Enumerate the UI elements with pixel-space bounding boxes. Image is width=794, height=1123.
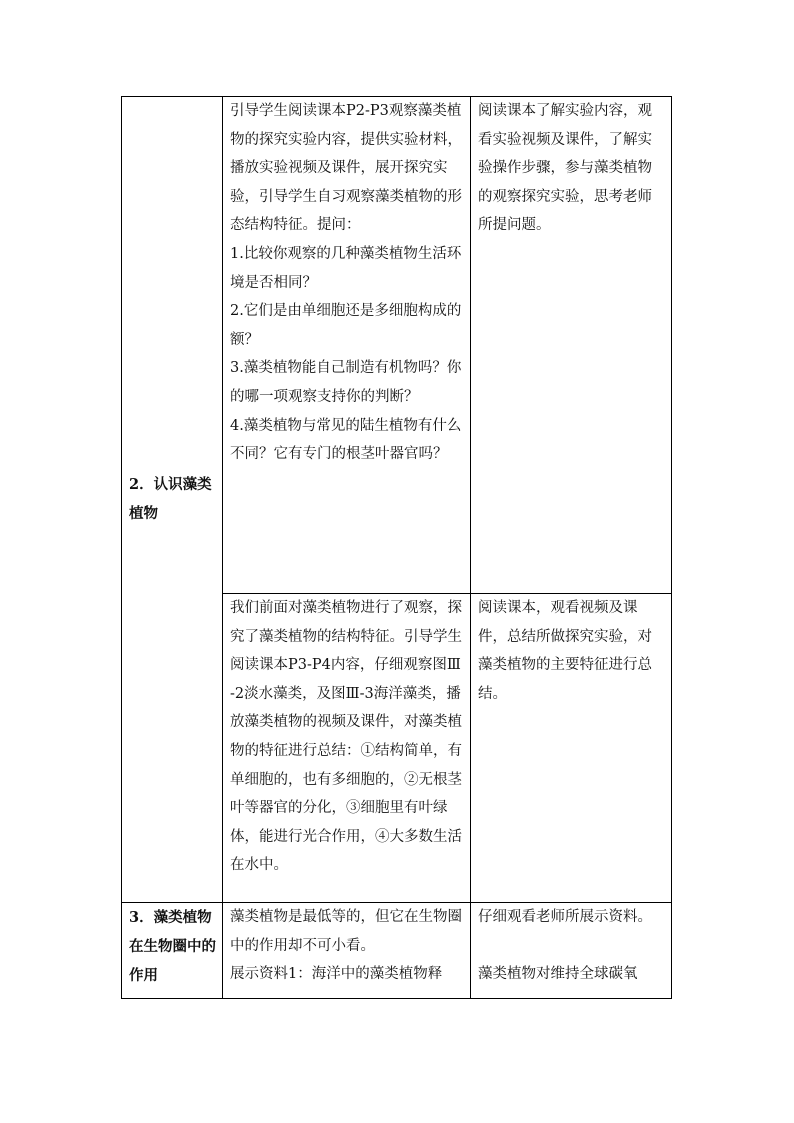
teacher-paragraph: 引导学生阅读课本P2-P3观察藻类植物的探究实验内容，提供实验材料，播放实验视频及课件，展开探究实验，引导学生自习观察藻类植物的形态结构特征。提问： xyxy=(230,103,462,234)
teacher-question: 3.藻类植物能自己制造有机物吗？你的哪一项观察支持你的判断？ xyxy=(230,360,462,405)
section-label-cell xyxy=(122,903,223,999)
teacher-paragraph: 藻类植物是最低等的，但它在生物圈中的作用却不可小看。 xyxy=(230,909,462,954)
teacher-activity-cell xyxy=(223,594,471,903)
teacher-question: 4.藻类植物与常见的陆生植物有什么不同？它有专门的根茎叶器官吗？ xyxy=(230,417,462,463)
paragraph-gap xyxy=(478,932,666,960)
section-label: 3．藻类植物在生物圈中的作用 xyxy=(129,909,216,984)
table-row xyxy=(122,903,672,999)
teacher-activity-cell xyxy=(223,97,471,594)
teacher-question: 2.它们是由单细胞还是多细胞构成的额？ xyxy=(230,303,462,348)
student-paragraph: 藻类植物对维持全球碳氧 xyxy=(478,965,638,982)
teacher-paragraph: 我们前面对藻类植物进行了观察，探究了藻类植物的结构特征。引导学生阅读课本P3-P4内容，仔细观察图Ⅲ-2淡水藻类，及图Ⅲ-3海洋藻类，播放藻类植物的视频及课件，对藻类植物的特征进行总结：①结构简单，有单细胞的，也有多细胞的，②无根茎叶等器官的分化，③细胞里有叶绿体，能进行光合作用，④大多数生活在水中。 xyxy=(230,600,462,874)
student-activity-cell xyxy=(471,594,672,903)
student-paragraph: 阅读课本了解实验内容，观看实验视频及课件，了解实验操作步骤，参与藻类植物的观察探究实验，思考老师所提问题。 xyxy=(478,103,652,234)
section-label: 2．认识藻类植物 xyxy=(129,475,212,522)
student-paragraph: 阅读课本，观看视频及课件，总结所做探究实验，对藻类植物的主要特征进行总结。 xyxy=(478,600,652,702)
student-paragraph: 仔细观看老师所展示资料。 xyxy=(478,909,652,925)
table-row xyxy=(122,97,672,594)
teacher-activity-cell xyxy=(223,903,471,999)
lesson-plan-table xyxy=(121,96,672,999)
student-activity-cell xyxy=(471,903,672,999)
teacher-question: 1.比较你观察的几种藻类植物生活环境是否相同？ xyxy=(230,245,462,291)
teacher-paragraph: 展示资料1：海洋中的藻类植物释 xyxy=(230,966,443,983)
student-activity-cell xyxy=(471,97,672,594)
section-label-cell xyxy=(122,97,223,903)
